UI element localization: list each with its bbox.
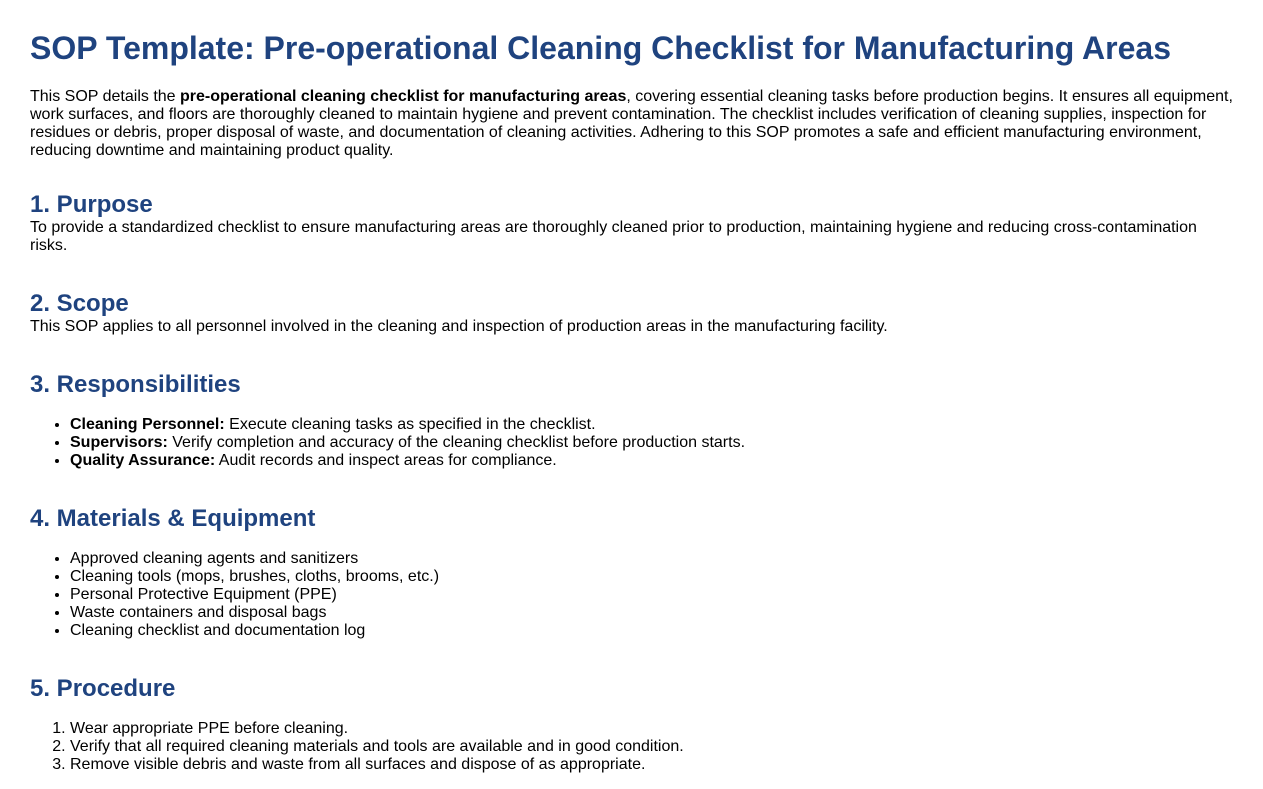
role-description: Execute cleaning tasks as specified in the checklist. [224, 416, 596, 433]
scope-text: This SOP applies to all personnel involved in the cleaning and inspection of production areas in the manufacturing facility. [30, 318, 888, 335]
role-description: Verify completion and accuracy of the cleaning checklist before production starts. [167, 434, 746, 451]
role-label: Cleaning Personnel: [70, 416, 225, 433]
list-item: • Approved cleaning agents and sanitizers [70, 550, 1233, 568]
intro-text-end: , covering essential cleaning tasks before production begins. It ensures all equipment, work surfaces, and floors are thoroughly cleaned to maintain hygiene and prevent contamination. The checklist includes verification of cleaning supplies, inspection for residues or debris, proper disposal of waste, and documentation of cleaning activities. Adhering to this SOP promotes a safe and efficient manufacturing environment, reducing downtime and maintaining product quality. [30, 88, 1233, 159]
list-item [70, 452, 1233, 470]
purpose-text: To provide a standardized checklist to ensure manufacturing areas are thoroughly cleaned prior to production, maintaining hygiene and reducing cross-contamination risks. [30, 219, 1197, 254]
materials-list [30, 550, 1233, 640]
list-item: • Waste containers and disposal bags [70, 604, 1233, 622]
intro-paragraph [30, 88, 1233, 160]
list-item: • Personal Protective Equipment (PPE) [70, 586, 1233, 604]
list-item: • Cleaning tools (mops, brushes, cloths, brooms, etc.) [70, 568, 1233, 586]
role-description: Audit records and inspect areas for compliance. [215, 452, 557, 469]
procedure-list [30, 720, 1233, 774]
list-item [70, 434, 1233, 452]
intro-text-start: This SOP details the [30, 88, 180, 105]
materials-heading: 4. Materials & Equipment [30, 505, 316, 532]
list-item: 2. Verify that all required cleaning materials and tools are available and in good condition. [70, 738, 1233, 756]
list-item [70, 416, 1233, 434]
list-item: 3. Remove visible debris and waste from all surfaces and dispose of as appropriate. [70, 756, 1233, 774]
procedure-heading: 5. Procedure [30, 675, 176, 702]
purpose-heading: 1. Purpose [30, 191, 153, 218]
page-title: SOP Template: Pre-operational Cleaning Checklist for Manufacturing Areas [30, 30, 1171, 66]
responsibilities-heading: 3. Responsibilities [30, 371, 241, 398]
role-label: Quality Assurance: [70, 452, 216, 469]
intro-bold-text: pre-operational cleaning checklist for manufacturing areas [180, 88, 627, 105]
responsibilities-list [30, 416, 1233, 470]
scope-heading: 2. Scope [30, 290, 129, 317]
role-label: Supervisors: [70, 434, 168, 451]
list-item: • Cleaning checklist and documentation log [70, 622, 1233, 640]
list-item: 1. Wear appropriate PPE before cleaning. [70, 720, 1233, 738]
